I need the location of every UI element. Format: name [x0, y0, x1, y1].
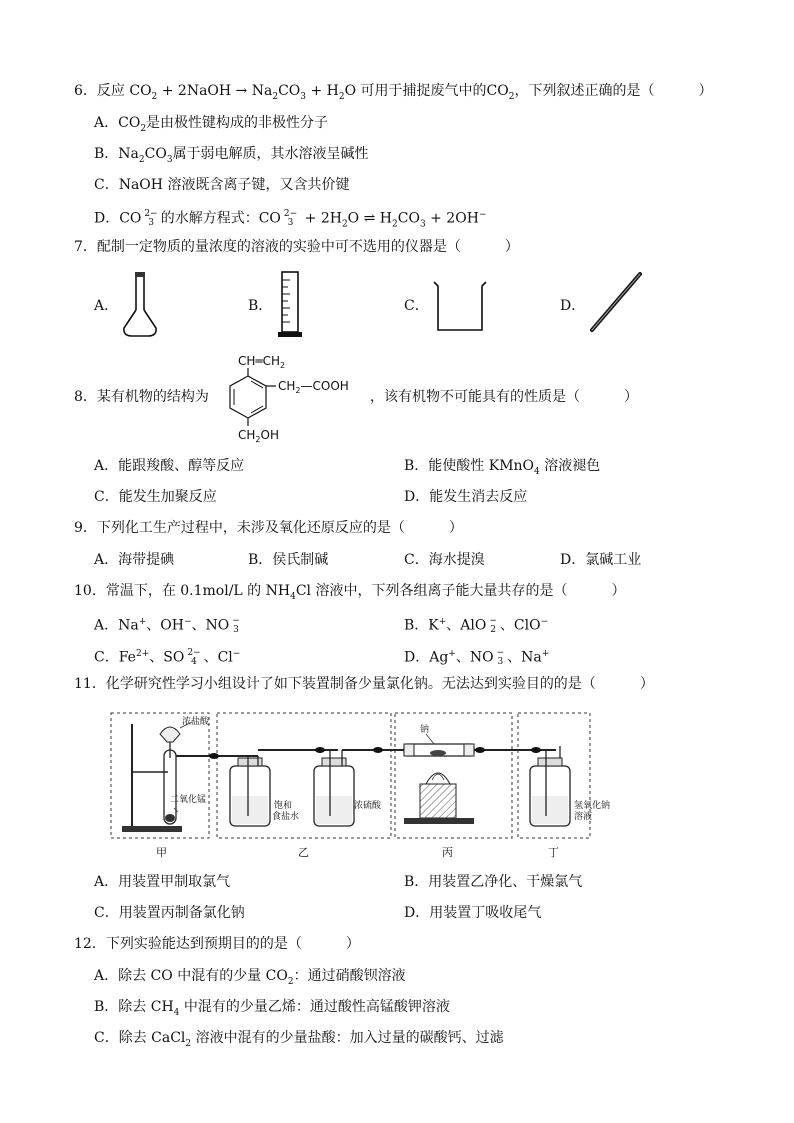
label-part-bing: 丙	[442, 846, 453, 859]
q8-option-b: B．能使酸性 KMnO$_4$ 溶液褪色	[404, 458, 601, 477]
organic-structure-diagram	[218, 350, 368, 444]
q7-option-c-label: C．	[404, 298, 429, 314]
q6-stem: 6．反应 $CO_2$ + 2NaOH → $Na_2CO_3 + H_2O$ 可用于捕捉废气中的$CO_2$，下列叙述正确的是（ ）	[74, 83, 713, 102]
q8-option-d: D．能发生消去反应	[404, 489, 528, 505]
q12-option-a: A．除去 CO 中混有的少量 $CO_2$：通过硝酸钡溶液	[94, 968, 406, 987]
q11-option-d: D．用装置丁吸收尾气	[404, 905, 542, 921]
q8-option-a: A．能跟羧酸、醇等反应	[94, 458, 245, 474]
q7-option-d-label: D．	[560, 298, 586, 314]
glass-rod-icon	[586, 270, 646, 334]
q7-stem: 7．配制一定物质的量浓度的溶液的实验中可不选用的仪器是（ ）	[74, 239, 519, 255]
q6-option-b: B．$Na_2CO_3$属于弱电解质，其水溶液呈碱性	[94, 146, 369, 165]
svg-text:CH═CH2: $CH═CH_2$	[238, 354, 286, 370]
label-naoh-b: 溶液	[574, 812, 593, 822]
svg-text:CH2OH: $CH_2OH$	[238, 428, 279, 444]
graduated-cylinder-icon	[276, 270, 306, 340]
q8-stem-prefix: 8．某有机物的结构为	[74, 389, 209, 405]
q8-option-c: C．能发生加聚反应	[94, 489, 217, 505]
q6-option-d: D．CO 2− 3 的水解方程式：CO 2− 3 + $2H_2O$ ⇌ $H_2CO_3 + 2OH^-$	[94, 208, 487, 230]
q12-option-b: B．除去 $CH_4$ 中混有的少量乙烯：通过酸性高锰酸钾溶液	[94, 999, 450, 1018]
svg-text:CH2—COOH: $CH_2—COOH$	[278, 379, 349, 395]
section-jia-box	[111, 713, 209, 838]
q11-option-a: A．用装置甲制取氯气	[94, 874, 231, 890]
chlorine-apparatus-diagram	[108, 710, 611, 860]
label-concentrated-hcl: 浓盐酸	[182, 717, 210, 727]
q9-stem: 9．下列化工生产过程中，未涉及氧化还原反应的是（ ）	[74, 520, 463, 536]
q10-option-d: D．Ag+、NO − 3 、Na+	[404, 647, 550, 667]
label-mno2: 二氧化锰	[170, 795, 207, 805]
label-naoh-a: 氢氧化钠	[574, 801, 611, 811]
q11-option-c: C．用装置丙制备氯化钠	[94, 905, 245, 921]
q6-stem-text: 6．反应 CO	[74, 83, 152, 99]
q12-stem: 12．下列实验能达到预期目的的是（ ）	[74, 936, 360, 952]
q9-option-d: D．氯碱工业	[560, 552, 642, 568]
q6-option-c: C．NaOH 溶液既含离子键，又含共价键	[94, 177, 350, 193]
q9-option-a: A．海带提碘	[94, 552, 175, 568]
q10-stem: 10．常温下，在 0.1mol/L 的 $NH_4Cl$ 溶液中，下列各组离子能大量共存的是（ ）	[74, 583, 626, 602]
label-sulfuric-acid: 浓硫酸	[354, 801, 382, 811]
beaker-icon	[432, 280, 488, 334]
q7-option-b-label: B．	[248, 298, 273, 314]
q9-option-c: C．海水提溴	[404, 552, 485, 568]
q11-stem: 11．化学研究性学习小组设计了如下装置制备少量氯化钠。无法达到实验目的的是（ ）	[74, 676, 654, 692]
volumetric-flask-icon	[118, 270, 164, 340]
q11-option-b: B．用装置乙净化、干燥氯气	[404, 874, 583, 890]
label-part-jia: 甲	[156, 846, 167, 859]
q7-option-a-label: A．	[94, 298, 119, 314]
q9-option-b: B．侯氏制碱	[248, 552, 329, 568]
label-brine-a: 饱和	[274, 801, 293, 811]
q12-option-c: C．除去 CaCl$_2$ 溶液中混有的少量盐酸：加入过量的碳酸钙、过滤	[94, 1030, 504, 1049]
q8-stem-suffix: ，该有机物不可能具有的性质是（ ）	[370, 389, 638, 405]
q6-option-a: A．$CO_2$是由极性键构成的非极性分子	[94, 115, 329, 134]
label-brine-b: 食盐水	[272, 812, 300, 822]
label-part-ding: 丁	[548, 846, 559, 859]
label-part-yi: 乙	[298, 846, 309, 859]
label-sodium: 钠	[420, 725, 430, 735]
q10-option-a: A．Na+、OH−、NO − 3	[94, 615, 240, 635]
q10-option-b: B．K+、AlO − 2 、ClO−	[404, 615, 549, 635]
q10-option-c: C．$Fe^{2+}$、SO 2− 4 、Cl−	[94, 647, 241, 667]
